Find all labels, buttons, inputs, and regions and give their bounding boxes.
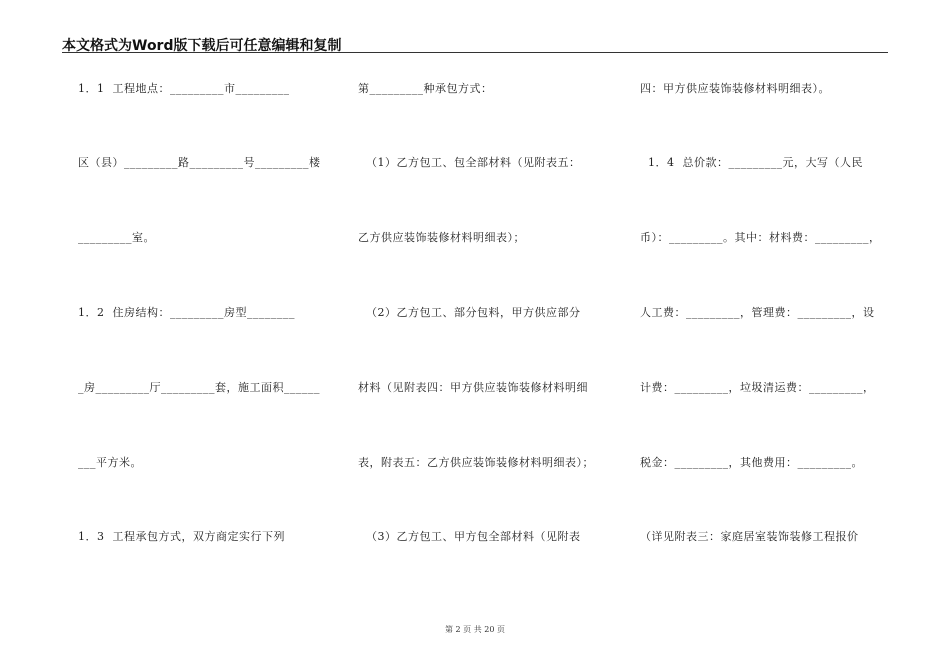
text-line: 表，附表五：乙方供应装饰装修材料明细表）； <box>358 456 594 469</box>
page-footer: 第 2 页 共 20 页 <box>445 625 505 634</box>
text-line: 乙方供应装饰装修材料明细表）； <box>358 231 525 244</box>
text-line: 税金：_________，其他费用：_________。 <box>640 456 863 469</box>
text-line: _房_________厅_________套，施工面积______ <box>78 381 320 394</box>
text-line: 1．1 工程地点：_________市_________ <box>78 82 290 95</box>
text-line: _________室。 <box>78 231 155 244</box>
text-line: 1．4 总价款：_________元，大写（人民 <box>640 156 863 169</box>
text-line: 人工费：_________，管理费：_________，设 <box>640 306 875 319</box>
text-line: （2）乙方包工、部分包料，甲方供应部分 <box>358 306 581 319</box>
text-line: （详见附表三：家庭居室装饰装修工程报价 <box>640 530 859 543</box>
text-line: （3）乙方包工、甲方包全部材料（见附表 <box>358 530 581 543</box>
text-line: 材料（见附表四：甲方供应装饰装修材料明细 <box>358 381 588 394</box>
text-line: （1）乙方包工、包全部材料（见附表五： <box>358 156 581 169</box>
text-line: 1．3 工程承包方式，双方商定实行下列 <box>78 530 285 543</box>
text-line: 第_________种承包方式： <box>358 82 493 95</box>
page-header <box>62 34 888 53</box>
text-line: 币）：_________。其中：材料费：_________， <box>640 231 881 244</box>
text-line: 四：甲方供应装饰装修材料明细表）。 <box>640 82 830 95</box>
text-line: 1．2 住房结构：_________房型________ <box>78 306 295 319</box>
header-title: 本文格式为Word版下载后可任意编辑和复制 <box>62 38 342 54</box>
text-line: 计费：_________，垃圾清运费：_________， <box>640 381 875 394</box>
text-line: ___平方米。 <box>78 456 142 469</box>
text-line: 区（县）_________路_________号_________楼 <box>78 156 321 169</box>
